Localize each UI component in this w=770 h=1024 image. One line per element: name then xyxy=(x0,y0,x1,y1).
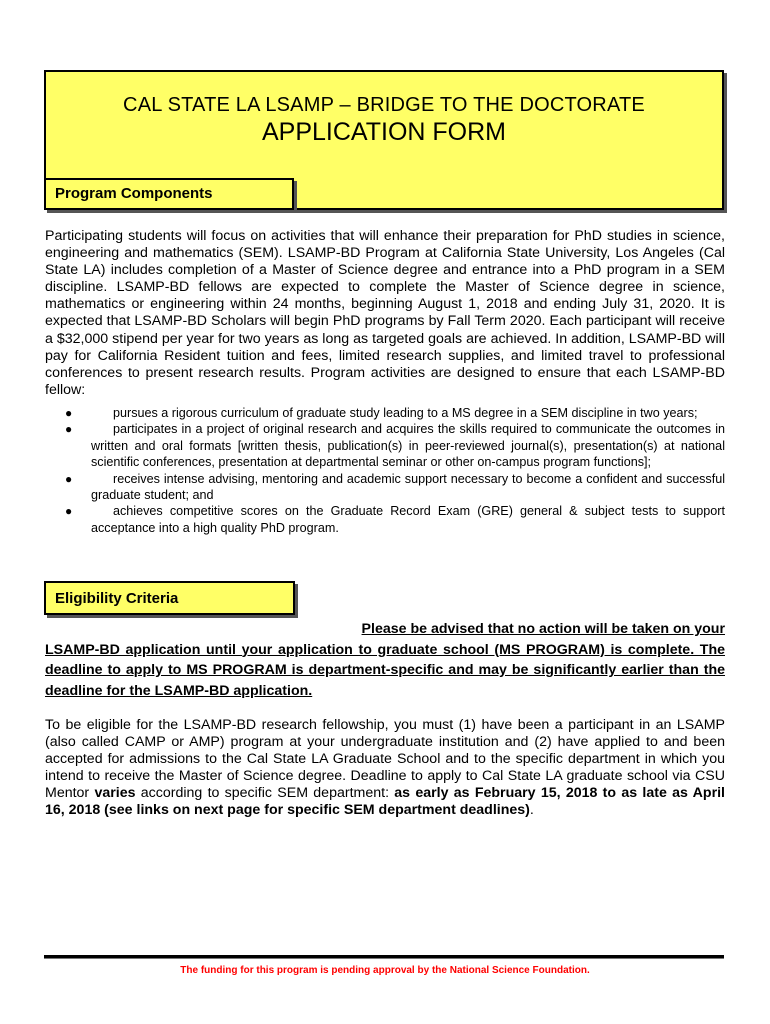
list-item: ● achieves competitive scores on the Graduate Record Exam (GRE) general & subject tests to support acceptance into a high quality PhD program. xyxy=(65,504,725,535)
bullet-icon: ● xyxy=(65,422,73,437)
program-components-paragraph: Participating students will focus on activities that will enhance their preparation for PhD studies in science, engineering and mathematics (SEM). LSAMP-BD Program at California State University, Los Angeles (Cal State LA) includes completion of a Master of Science degree and entrance into a PhD program in a SEM discipline. LSAMP-BD fellows are expected to complete the Master of Science degree in science, mathematics or engineering within 24 months, beginning August 1, 2018 and ending July 31, 2020. It is expected that LSAMP-BD Scholars will begin PhD programs by Fall Term 2020. Each participant will receive a $32,000 stipend per year for two years as long as targeted goals are achieved. In addition, LSAMP-BD will pay for California Resident tuition and fees, limited research supplies, and limited travel to professional conferences to present research results. Program activities are designed to ensure that each LSAMP-BD fellow: xyxy=(45,228,725,398)
bullet-icon: ● xyxy=(65,471,73,486)
eligibility-criteria-heading: Eligibility Criteria xyxy=(44,581,295,615)
list-item: ● participates in a project of original research and acquires the skills required to communicate the outcomes in written and oral formats [written thesis, publication(s) in peer-reviewed journal(s), presentation(s) at national scientific conferences, presentation at departmental seminar or other on-campus program functions]; xyxy=(65,422,725,470)
bullet-icon: ● xyxy=(65,406,73,420)
bullet-icon: ● xyxy=(65,504,73,519)
form-title: APPLICATION FORM xyxy=(261,118,506,146)
notice-line-1: Please be advised that no action will be taken on your xyxy=(361,621,725,637)
program-components-heading: Program Components xyxy=(44,178,294,210)
eligibility-paragraph: To be eligible for the LSAMP-BD research fellowship, you must (1) have been a participant in an LSAMP (also called CAMP or AMP) program at your undergraduate institution and (2) have applied to and been accepted for admissions to the Cal State LA Graduate School and to the specific department in which you intend to receive the Master of Science degree. Deadline to apply to Cal State LA graduate school via CSU Mentor varies according to specific SEM department: as early as February 15, 2018 to as late as April 16, 2018 (see links on next page for specific SEM department deadlines). xyxy=(45,717,725,819)
deadline-emphasis: as early as February 15, 2018 to as late as April 16, 2018 (see links on next page for specific SEM department deadlines) xyxy=(45,785,725,819)
footer-divider xyxy=(44,955,724,959)
list-item: ● receives intense advising, mentoring and academic support necessary to become a confident and successful graduate student; and xyxy=(65,471,725,503)
fellow-goals-list xyxy=(45,405,725,536)
application-notice xyxy=(45,619,725,701)
program-title: CAL STATE LA LSAMP – BRIDGE TO THE DOCTORATE xyxy=(123,94,645,116)
notice-rest: LSAMP-BD application until your application to graduate school (MS PROGRAM) is complete. The deadline to apply to MS PROGRAM is department-specific and may be significantly earlier than the deadline for the LSAMP-BD application. xyxy=(45,641,725,699)
funding-note: The funding for this program is pending approval by the National Science Foundation. xyxy=(180,965,590,976)
varies-emphasis: varies xyxy=(94,785,136,802)
list-item: ● pursues a rigorous curriculum of graduate study leading to a MS degree in a SEM discipline in two years; xyxy=(65,406,698,420)
